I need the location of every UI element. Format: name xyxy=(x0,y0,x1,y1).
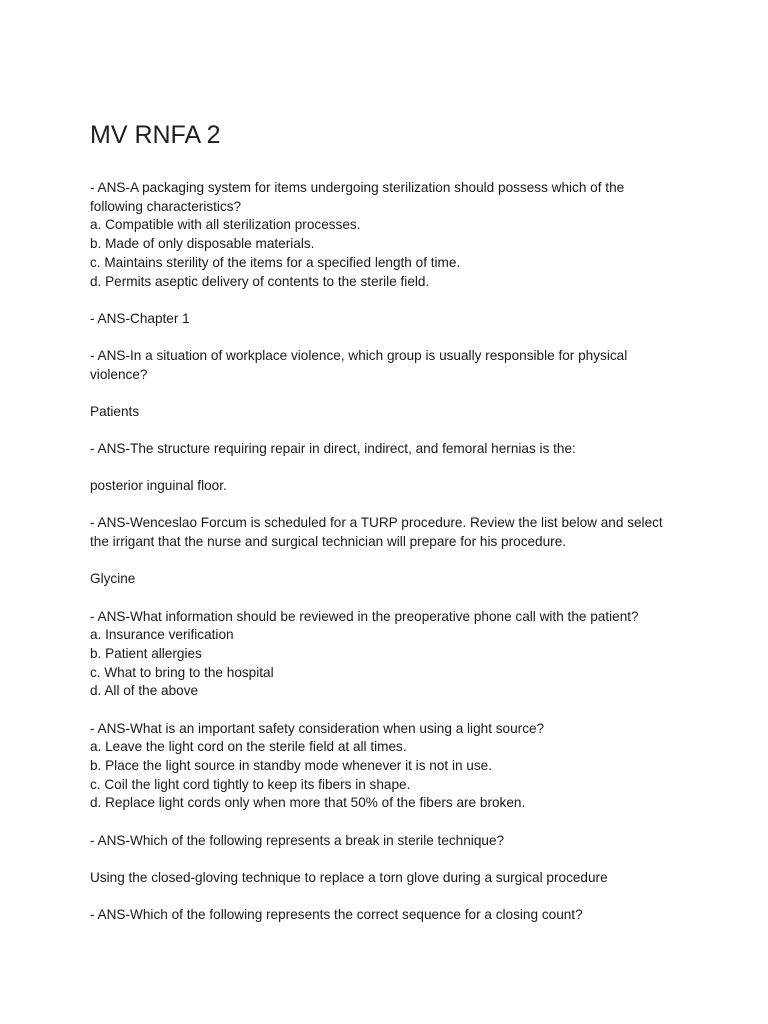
paragraph-6 xyxy=(90,477,690,496)
document-title: MV RNFA 2 xyxy=(90,121,221,149)
paragraph-5 xyxy=(90,440,690,459)
text-line: Glycine xyxy=(90,571,136,587)
text-line: b. Place the light source in standby mode whenever it is not in use. xyxy=(90,757,492,773)
text-line: a. Leave the light cord on the sterile field at all times. xyxy=(90,739,407,755)
document-body xyxy=(90,179,690,943)
text-line: - ANS-Which of the following represents the correct sequence for a closing count? xyxy=(90,906,583,922)
paragraph-7 xyxy=(90,514,690,551)
text-line: - ANS-Chapter 1 xyxy=(90,310,190,326)
paragraph-9 xyxy=(90,608,690,702)
text-line: the irrigant that the nurse and surgical technician will prepare for his procedure. xyxy=(90,534,567,550)
paragraph-3 xyxy=(90,347,690,384)
text-line: violence? xyxy=(90,366,148,382)
text-line: - ANS-A packaging system for items undergoing sterilization should possess which of the xyxy=(90,180,625,195)
text-line: Using the closed-gloving technique to replace a torn glove during a surgical procedure xyxy=(90,869,608,885)
text-line: a. Insurance verification xyxy=(90,627,234,643)
text-line: d. All of the above xyxy=(90,683,199,699)
text-line: - ANS-Which of the following represents a break in sterile technique? xyxy=(90,832,505,848)
paragraph-10 xyxy=(90,720,690,814)
text-line: c. What to bring to the hospital xyxy=(90,664,274,680)
text-line: - ANS-The structure requiring repair in direct, indirect, and femoral hernias is the: xyxy=(90,441,576,457)
paragraph-11 xyxy=(90,832,690,851)
text-line: - ANS-In a situation of workplace violence, which group is usually responsible for physical xyxy=(90,347,628,363)
text-line: a. Compatible with all sterilization processes. xyxy=(90,217,361,233)
text-line: d. Permits aseptic delivery of contents to the sterile field. xyxy=(90,273,430,289)
text-line: c. Maintains sterility of the items for a specified length of time. xyxy=(90,254,461,270)
paragraph-12 xyxy=(90,869,690,888)
text-line: c. Coil the light cord tightly to keep its fibers in shape. xyxy=(90,776,411,792)
text-line: posterior inguinal floor. xyxy=(90,478,227,494)
paragraph-8 xyxy=(90,570,690,589)
text-line: b. Patient allergies xyxy=(90,645,202,661)
paragraph-1 xyxy=(90,179,690,291)
text-line: Patients xyxy=(90,403,140,419)
text-line: d. Replace light cords only when more that 50% of the fibers are broken. xyxy=(90,795,526,811)
text-line: - ANS-What is an important safety consideration when using a light source? xyxy=(90,720,545,736)
text-line: b. Made of only disposable materials. xyxy=(90,236,315,252)
text-line: following characteristics? xyxy=(90,198,242,214)
text-line: - ANS-Wenceslao Forcum is scheduled for a TURP procedure. Review the list below and select xyxy=(90,515,663,531)
paragraph-13 xyxy=(90,906,690,925)
paragraph-2 xyxy=(90,310,690,329)
paragraph-4 xyxy=(90,403,690,422)
text-line: - ANS-What information should be reviewed in the preoperative phone call with the patient? xyxy=(90,608,639,624)
